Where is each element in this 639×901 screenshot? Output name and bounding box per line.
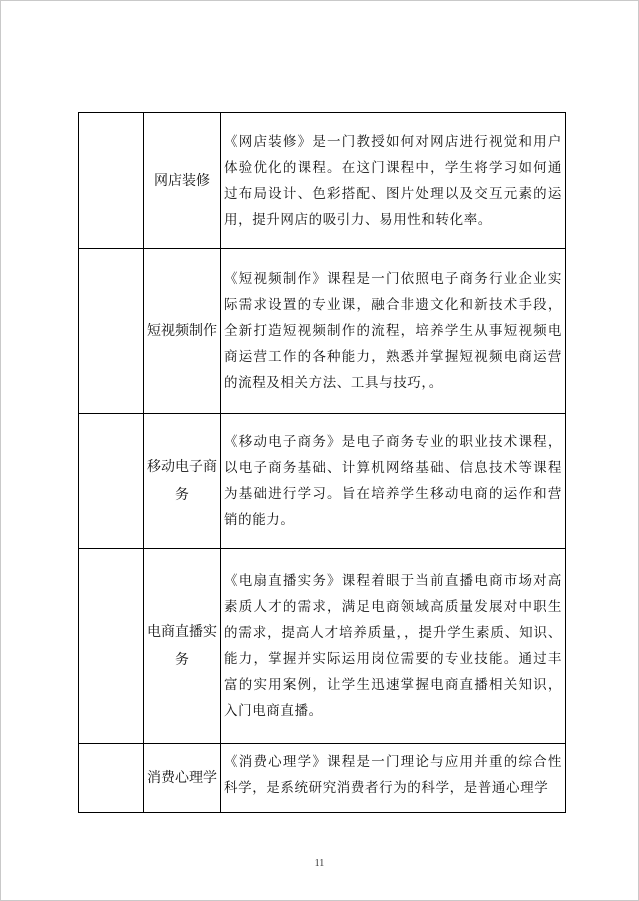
table-row <box>79 744 566 813</box>
course-name-cell: 移动电子商务 <box>144 414 221 549</box>
table-row <box>79 249 566 414</box>
course-name-cell: 网店装修 <box>144 113 221 249</box>
course-description-cell: 《网店装修》是一门教授如何对网店进行视觉和用户体验优化的课程。在这门课程中，学生将学习如何通过布局设计、色彩搭配、图片处理以及交互元素的运用，提升网店的吸引力、易用性和转化率。 <box>221 113 566 249</box>
category-cell <box>79 249 144 414</box>
course-name-cell: 消费心理学 <box>144 744 221 813</box>
category-cell <box>79 414 144 549</box>
course-description-cell <box>221 744 566 813</box>
page-number: 11 <box>314 858 325 869</box>
course-description-cell: 《移动电子商务》是电子商务专业的职业技术课程，以电子商务基础、计算机网络基础、信息技术等课程为基础进行学习。旨在培养学生移动电商的运作和营销的能力。 <box>221 414 566 549</box>
table-row <box>79 414 566 549</box>
table-row <box>79 113 566 249</box>
course-name-cell: 短视频制作 <box>144 249 221 414</box>
course-description-text: 《消费心理学》课程是一门理论与应用并重的综合性科学，是系统研究消费者行为的科学，是普通心理学 <box>224 754 562 796</box>
course-name-cell: 电商直播实务 <box>144 549 221 744</box>
course-description-cell: 《短视频制作》课程是一门依照电子商务行业企业实际需求设置的专业课，融合非遗文化和新技术手段，全新打造短视频制作的流程，培养学生从事短视频电商运营工作的各种能力，熟悉并掌握短视频电商运营的流程及相关方法、工具与技巧，。 <box>221 249 566 414</box>
category-cell <box>79 113 144 249</box>
course-description-cell: 《电扇直播实务》课程着眼于当前直播电商市场对高素质人才的需求，满足电商领域高质量发展对中职生的需求，提高人才培养质量，，提升学生素质、知识、能力，掌握并实际运用岗位需要的专业技能。通过丰富的实用案例，让学生迅速掌握电商直播相关知识，入门电商直播。 <box>221 549 566 744</box>
course-table <box>78 112 566 813</box>
category-cell <box>79 549 144 744</box>
table-row <box>79 549 566 744</box>
category-cell <box>79 744 144 813</box>
